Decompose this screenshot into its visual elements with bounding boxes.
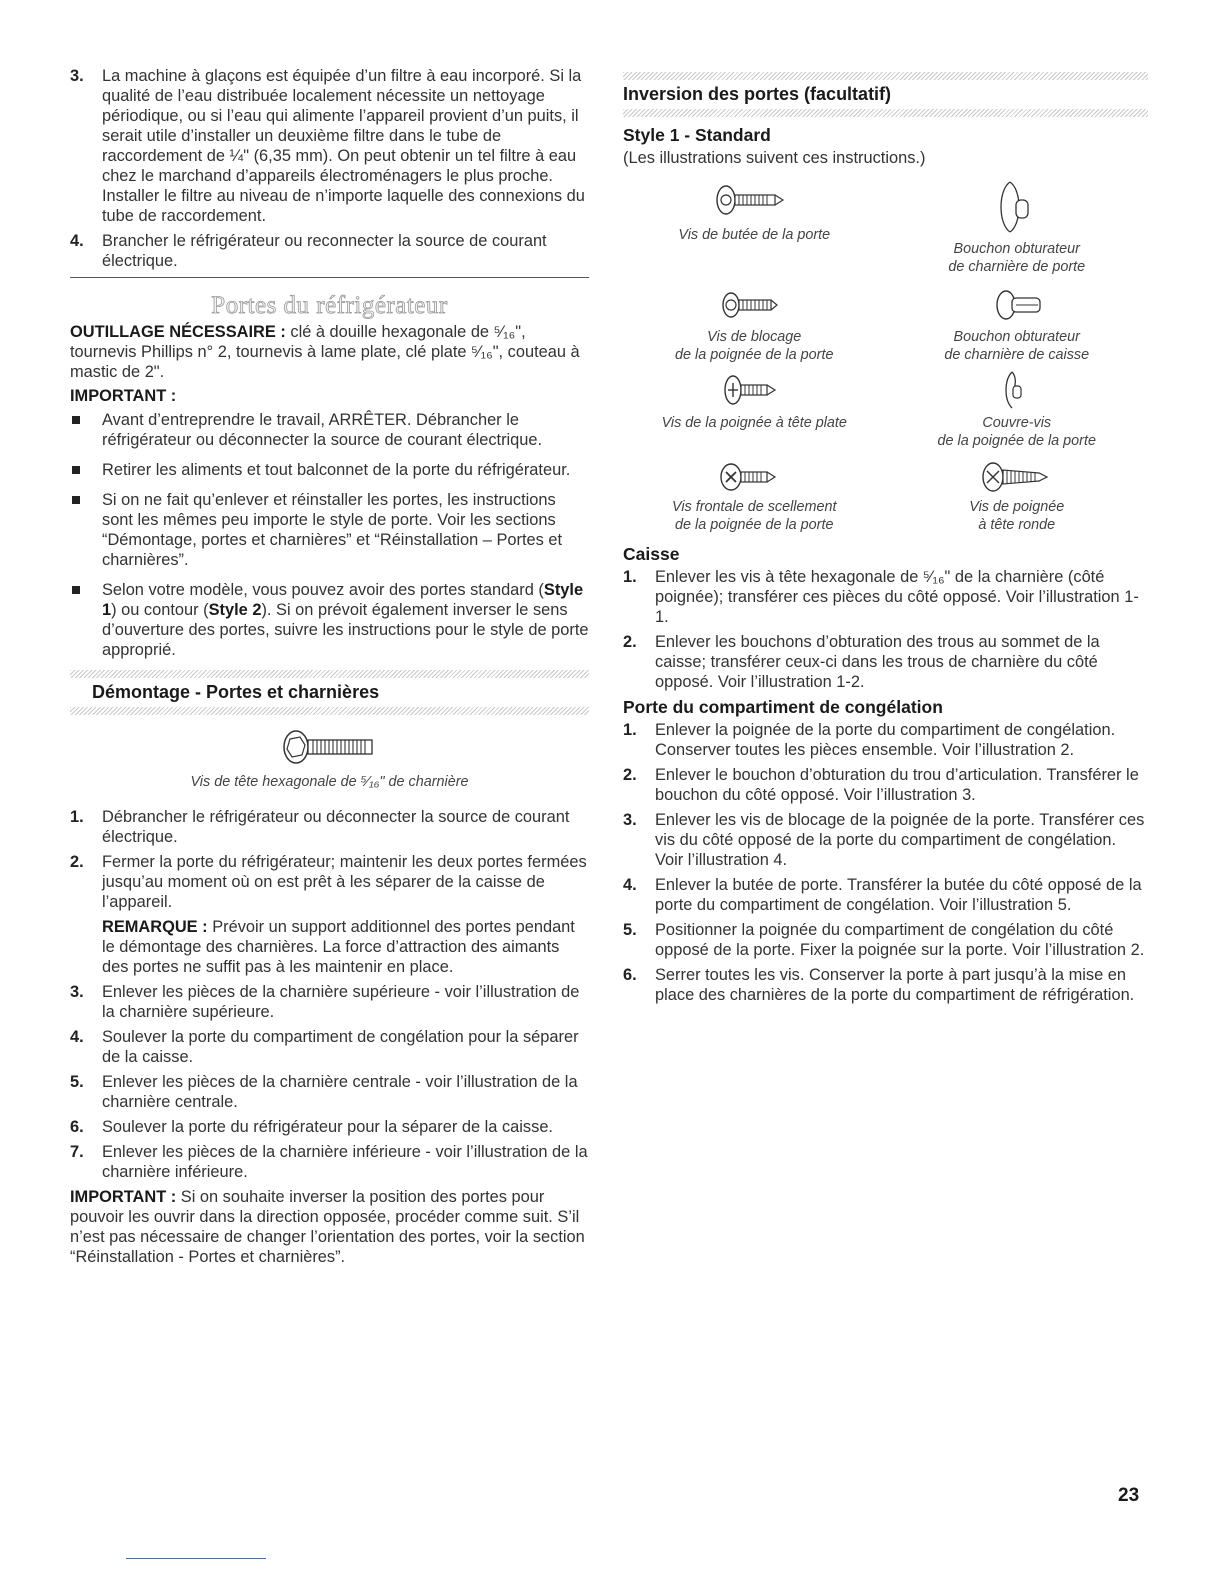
bullet-item: Retirer les aliments et tout balconnet de la porte du réfrigérateur. [70, 460, 589, 480]
intro-list [70, 66, 589, 271]
parts-grid [623, 174, 1148, 534]
list-item: 1. Débrancher le réfrigérateur ou déconnecter la source de courant électrique. [70, 808, 570, 846]
tools-paragraph: OUTILLAGE NÉCESSAIRE : clé à douille hexagonale de ⁵⁄₁₆", tournevis Phillips n° 2, tournevis à lame plate, clé plate ⁵⁄₁₆", couteau à mastic de 2". [70, 323, 580, 381]
part-handle-lock-screw: Vis de blocage de la poignée de la porte [623, 282, 886, 364]
inversion-header [623, 72, 1148, 117]
important-heading: IMPORTANT : [70, 387, 177, 405]
list-item: 4. Soulever la porte du compartiment de congélation pour la séparer de la caisse. [70, 1028, 579, 1066]
part-door-hinge-plug: Bouchon obturateur de charnière de porte [886, 174, 1149, 276]
door-stop-screw-icon [709, 174, 799, 226]
important-note: IMPORTANT : Si on souhaite inverser la position des portes pour pouvoir les ouvrir dans la direction opposée, procéder comme suit. S’il n’est pas nécessaire de changer l’orientation des portes, voir la section “Réinstallation - Portes et charnières”. [70, 1188, 585, 1266]
caisse-steps [623, 567, 1148, 692]
list-item: 3. La machine à glaçons est équipée d’un filtre à eau incorporé. Si la qualité de l’eau distribuée localement nécessite un nettoyage périodique, ou si l’eau qui alimente l’appareil provient d’un puits, il serait utile d’installer un deuxième filtre dans le tube de raccordement de ¼" (6,35 mm). On peut obtenir un tel filtre à eau chez le marchand d’appareils électroménagers le plus proche. Installer le filtre au niveau de n’importe laquelle des connexions du tube de raccordement. [70, 67, 585, 225]
list-item: 2. Fermer la porte du réfrigérateur; maintenir les deux portes fermées jusqu’au moment où on est prêt à les séparer de la caisse de l’appareil. [70, 853, 587, 911]
caisse-title: Caisse [623, 544, 680, 564]
section-title: Portes du réfrigérateur [211, 292, 448, 319]
demontage-title: Démontage - Portes et charnières [92, 682, 380, 702]
part-front-seal-screw: Vis frontale de scellement de la poignée de la porte [623, 456, 886, 534]
part-round-head-handle-screw: Vis de poignée à tête ronde [886, 456, 1149, 534]
divider [70, 277, 589, 278]
remarque-note: REMARQUE : Prévoir un support additionnel des portes pendant le démontage des charnières. La force d’attraction des aimants des portes ne suffit pas à les maintenir en place. [102, 918, 575, 976]
list-item: 2. Enlever les bouchons d’obturation des trous au sommet de la caisse; transférer ceux-ci dans les trous de charnière du côté opposé. Voir l’illustration 1-2. [623, 633, 1100, 691]
freezer-title: Porte du compartiment de congélation [623, 697, 943, 717]
part-door-stop-screw: Vis de butée de la porte [623, 174, 886, 276]
door-hinge-hole-plug-icon [972, 174, 1062, 240]
list-item: 2. Enlever le bouchon d’obturation du trou d’articulation. Transférer le bouchon du côté opposé. Voir l’illustration 3. [623, 766, 1139, 804]
bullet-item: Avant d’entreprendre le travail, ARRÊTER. Débrancher le réfrigérateur ou déconnecter la source de courant électrique. [70, 410, 589, 450]
list-item: 6. Serrer toutes les vis. Conserver la porte à part jusqu’à la mise en place des charnières de la porte du compartiment de réfrigération. [623, 966, 1135, 1004]
list-item: 5. Enlever les pièces de la charnière centrale - voir l’illustration de la charnière centrale. [70, 1073, 578, 1111]
flat-head-handle-screw-icon [709, 366, 799, 414]
part-cabinet-hinge-plug: Bouchon obturateur de charnière de caisse [886, 282, 1149, 364]
freezer-steps [623, 720, 1148, 1005]
inversion-title: Inversion des portes (facultatif) [623, 84, 892, 104]
bullet-item: Si on ne fait qu’enlever et réinstaller les portes, les instructions sont les mêmes peu importe le style de porte. Voir les sections “Démontage, portes et charnières” et “Réinstallation – Portes et charnières”. [70, 490, 589, 570]
list-item: 6. Soulever la porte du réfrigérateur pour la séparer de la caisse. [70, 1118, 553, 1136]
part-handle-screw-cover: Couvre-vis de la poignée de la porte [886, 366, 1149, 450]
round-head-handle-screw-icon [967, 456, 1067, 498]
list-item: 4. Enlever la butée de porte. Transférer la butée du côté opposé de la porte du compartiment de congélation. Voir l’illustration 5. [623, 876, 1142, 914]
bullet-item: Selon votre modèle, vous pouvez avoir des portes standard (Style 1) ou contour (Style 2). Si on prévoit également inverser le sens d’ouverture des portes, suivre les instructions pour le style de porte approprié. [70, 580, 589, 660]
list-item: 7. Enlever les pièces de la charnière inférieure - voir l’illustration de la charnière inférieure. [70, 1143, 588, 1181]
list-item: 5. Positionner la poignée du compartiment de congélation du côté opposé de la porte. Fixer la poignée sur la porte. Voir l’illustration 2. [623, 921, 1145, 959]
demontage-steps [70, 807, 589, 1182]
list-item: 3. Enlever les pièces de la charnière supérieure - voir l’illustration de la charnière supérieure. [70, 983, 580, 1021]
list-item: 1. Enlever les vis à tête hexagonale de ⁵⁄₁₆" de la charnière (côté poignée); transférer ces pièces du côté opposé. Voir l’illustration 1-1. [623, 568, 1139, 626]
list-item: 4. Brancher le réfrigérateur ou reconnecter la source de courant électrique. [70, 232, 547, 270]
cabinet-hinge-hole-plug-icon [972, 282, 1062, 328]
hex-hinge-screw-icon [280, 725, 380, 769]
front-seal-screw-icon [709, 456, 799, 498]
right-column [623, 72, 1148, 1010]
handle-lock-screw-icon [709, 282, 799, 328]
list-item: 1. Enlever la poignée de la porte du compartiment de congélation. Conserver toutes les pièces ensemble. Voir l’illustration 2. [623, 721, 1116, 759]
important-bullets [70, 410, 589, 660]
list-item: 3. Enlever les vis de blocage de la poignée de la porte. Transférer ces vis du côté opposé de la porte du compartiment de congélation. Voir l’illustration 4. [623, 811, 1145, 869]
left-column [70, 66, 589, 1267]
hinge-screw-figure [70, 725, 589, 791]
style1-title: Style 1 - Standard [623, 125, 771, 145]
style1-note: (Les illustrations suivent ces instructions.) [623, 149, 926, 167]
page-number: 23 [1118, 1485, 1140, 1506]
hinge-screw-caption: Vis de tête hexagonale de ⁵⁄₁₆" de charnière [190, 774, 469, 790]
demontage-header [70, 670, 589, 715]
footer-rule [126, 1558, 266, 1559]
handle-screw-cover-icon [972, 366, 1062, 414]
part-flat-head-handle-screw: Vis de la poignée à tête plate [623, 366, 886, 450]
